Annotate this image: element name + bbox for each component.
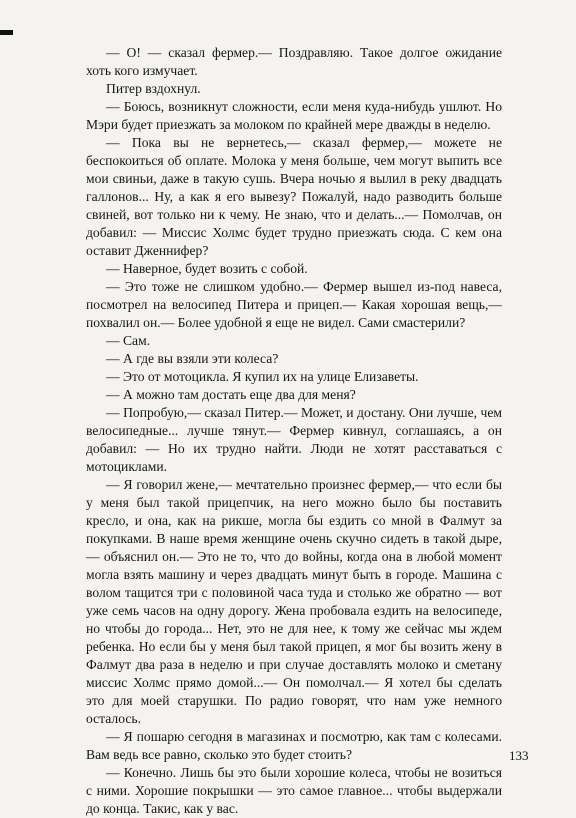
paragraph: Питер вздохнул. [106, 81, 201, 96]
paragraph: — Я говорил жене,— мечтательно произнес фермер,— что если бы у меня был такой прицепчик, на него можно было бы поставить кресло, и она, как на рикше, могла бы ездить со мной в Фалмут за покупками. В наше время женщине очень скучно сидеть в такой дыре,— объяснил он.— Это не то, что до войны, когда она в любой момент могла взять машину и через двадцать минут быть в городе. Машина с волом тащится три с половиной часа туда и столько же обратно — вот уже семь часов на одну дорогу. Жена пробовала ездить на велосипеде, но чтобы до города... Нет, это не для нее, к тому же сейчас мы ждем ребенка. Но если бы у меня был такой прицеп, я мог бы возить жену в Фалмут два раза в неделю и при случае доставлять молоко и сметану миссис Холмс прямо домой...— Он помолчал.— Я хотел бы сделать это для моей старушки. По радио говорят, что нам уже немного осталось. [86, 477, 502, 726]
edge-scan-mark [0, 30, 13, 35]
paragraph: — А можно там достать еще два для меня? [106, 387, 356, 402]
paragraph: — Это тоже не слишком удобно.— Фермер вышел из-под навеса, посмотрел на велосипед Питера и прицеп.— Какая хорошая вещь,— похвалил он.— Более удобной я еще не видел. Сами смастерили? [86, 279, 502, 330]
page-number: 133 [509, 748, 529, 763]
paragraph: — Я пошарю сегодня в магазинах и посмотрю, как там с колесами. Вам ведь все равно, сколько это будет стоить? [86, 729, 502, 762]
paragraph: — Попробую,— сказал Питер.— Может, и достану. Они лучше, чем велосипедные... лучше тянут.— Фермер кивнул, соглашаясь, а он добавил: — Но их трудно найти. Люди не хотят расставаться с мотоциклами. [86, 405, 502, 474]
page-body [86, 44, 502, 818]
paragraph: — Боюсь, возникнут сложности, если меня куда-нибудь ушлют. Но Мэри будет приезжать за молоком по крайней мере дважды в неделю. [86, 99, 502, 132]
paragraph: — Сам. [106, 333, 151, 348]
paragraph: — Это от мотоцикла. Я купил их на улице Елизаветы. [106, 369, 419, 384]
paragraph: — Наверное, будет возить с собой. [106, 261, 308, 276]
paragraph: — Пока вы не вернетесь,— сказал фермер,— можете не беспокоиться об оплате. Молока у меня больше, чем могут выпить все мои свиньи, даже в такую сушь. Вчера ночью я вылил в реку двадцать галлонов... Ну, а как я его вывезу? Пожалуй, надо разводить больше свиней, вот только ни к чему. Не знаю, что и делать...— Помолчав, он добавил: — Миссис Холмс будет трудно приезжать сюда. С кем она оставит Дженнифер? [86, 135, 502, 258]
paragraph: — О! — сказал фермер.— Поздравляю. Такое долгое ожидание хоть кого измучает. [86, 45, 502, 78]
paragraph: — А где вы взяли эти колеса? [106, 351, 279, 366]
paragraph: — Конечно. Лишь бы это были хорошие колеса, чтобы не возиться с ними. Хорошие покрышки — это самое главное... чтобы выдержали до конца. Такис, как у вас. [86, 765, 502, 816]
